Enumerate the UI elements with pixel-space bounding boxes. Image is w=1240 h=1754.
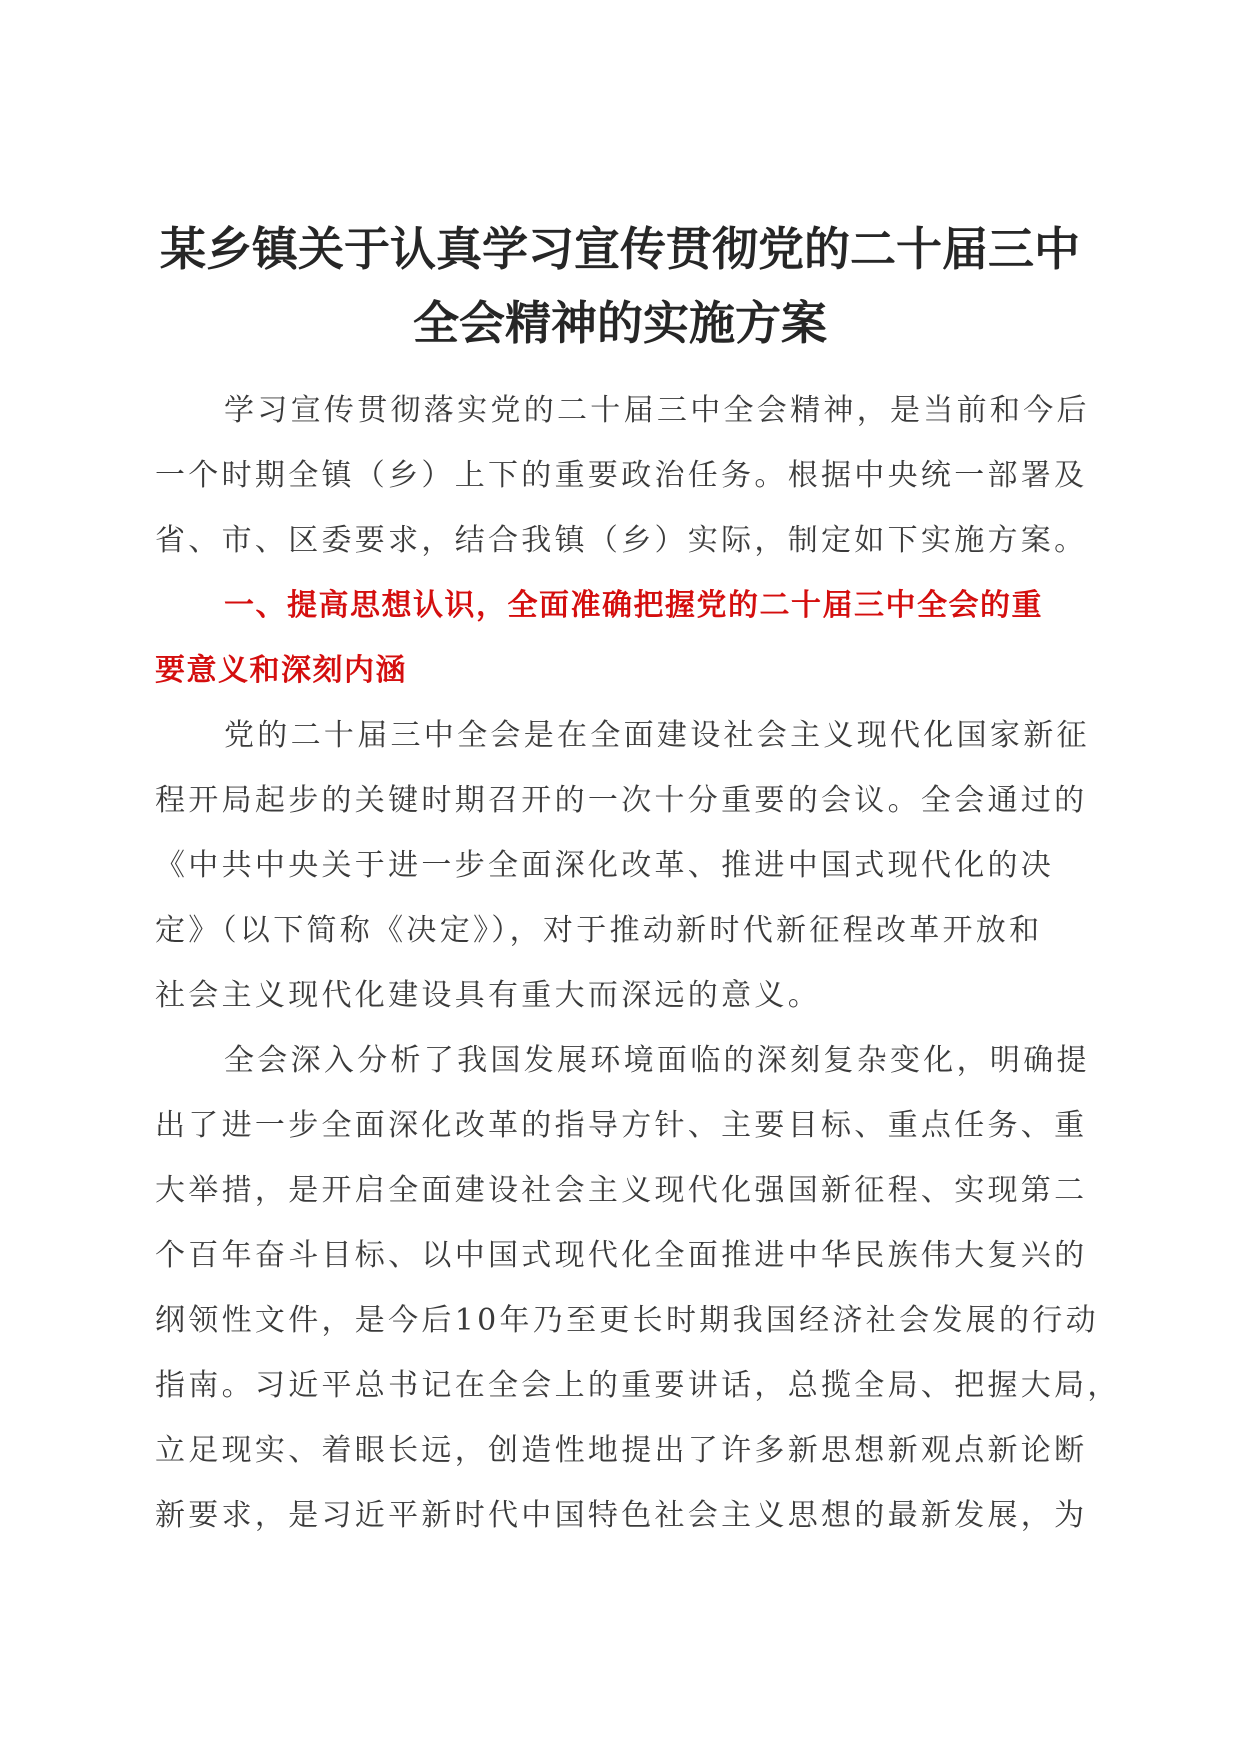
- title-line-2: 全会精神的实施方案: [413, 296, 827, 350]
- text-line: 立足现实、着眼长远，创造性地提出了许多新思想新观点新论断: [155, 1433, 1088, 1468]
- text-line: 社会主义现代化建设具有重大而深远的意义。: [155, 978, 821, 1013]
- text-line: 个百年奋斗目标、以中国式现代化全面推进中华民族伟大复兴的: [155, 1238, 1088, 1273]
- text-line: 学习宣传贯彻落实党的二十届三中全会精神，是当前和今后: [224, 393, 1090, 428]
- text-line: 《中共中央关于进一步全面深化改革、推进中国式现代化的决: [155, 848, 1055, 883]
- intro-paragraph: [155, 378, 1090, 573]
- text-line: 定》（以下简称《决定》），对于推动新时代新征程改革开放和: [155, 913, 1043, 948]
- text-line: 指南。习近平总书记在全会上的重要讲话，总揽全局、把握大局，: [155, 1368, 1121, 1403]
- text-line: 大举措，是开启全面建设社会主义现代化强国新征程、实现第二: [155, 1173, 1088, 1208]
- text-line: 党的二十届三中全会是在全面建设社会主义现代化国家新征: [224, 718, 1090, 753]
- heading-line: 一、提高思想认识，全面准确把握党的二十届三中全会的重: [224, 588, 1043, 623]
- text-line: 一个时期全镇（乡）上下的重要政治任务。根据中央统一部署及: [155, 458, 1088, 493]
- text-line: 纲领性文件，是今后10年乃至更长时期我国经济社会发展的行动: [155, 1303, 1099, 1338]
- body-paragraph-1: [155, 703, 1090, 1028]
- section-1-heading: [155, 573, 1067, 703]
- text-line: 全会深入分析了我国发展环境面临的深刻复杂变化，明确提: [224, 1043, 1090, 1078]
- body-paragraph-2: [155, 1028, 1121, 1548]
- text-line: 程开局起步的关键时期召开的一次十分重要的会议。全会通过的: [155, 783, 1088, 818]
- heading-line: 要意义和深刻内涵: [155, 653, 407, 688]
- text-line: 省、市、区委要求，结合我镇（乡）实际，制定如下实施方案。: [155, 523, 1088, 558]
- document-title: [150, 212, 1090, 360]
- text-line: 出了进一步全面深化改革的指导方针、主要目标、重点任务、重: [155, 1108, 1088, 1143]
- title-line-1: 某乡镇关于认真学习宣传贯彻党的二十届三中: [160, 222, 1080, 276]
- text-line: 新要求，是习近平新时代中国特色社会主义思想的最新发展，为: [155, 1498, 1088, 1533]
- document-body: [155, 378, 1121, 1548]
